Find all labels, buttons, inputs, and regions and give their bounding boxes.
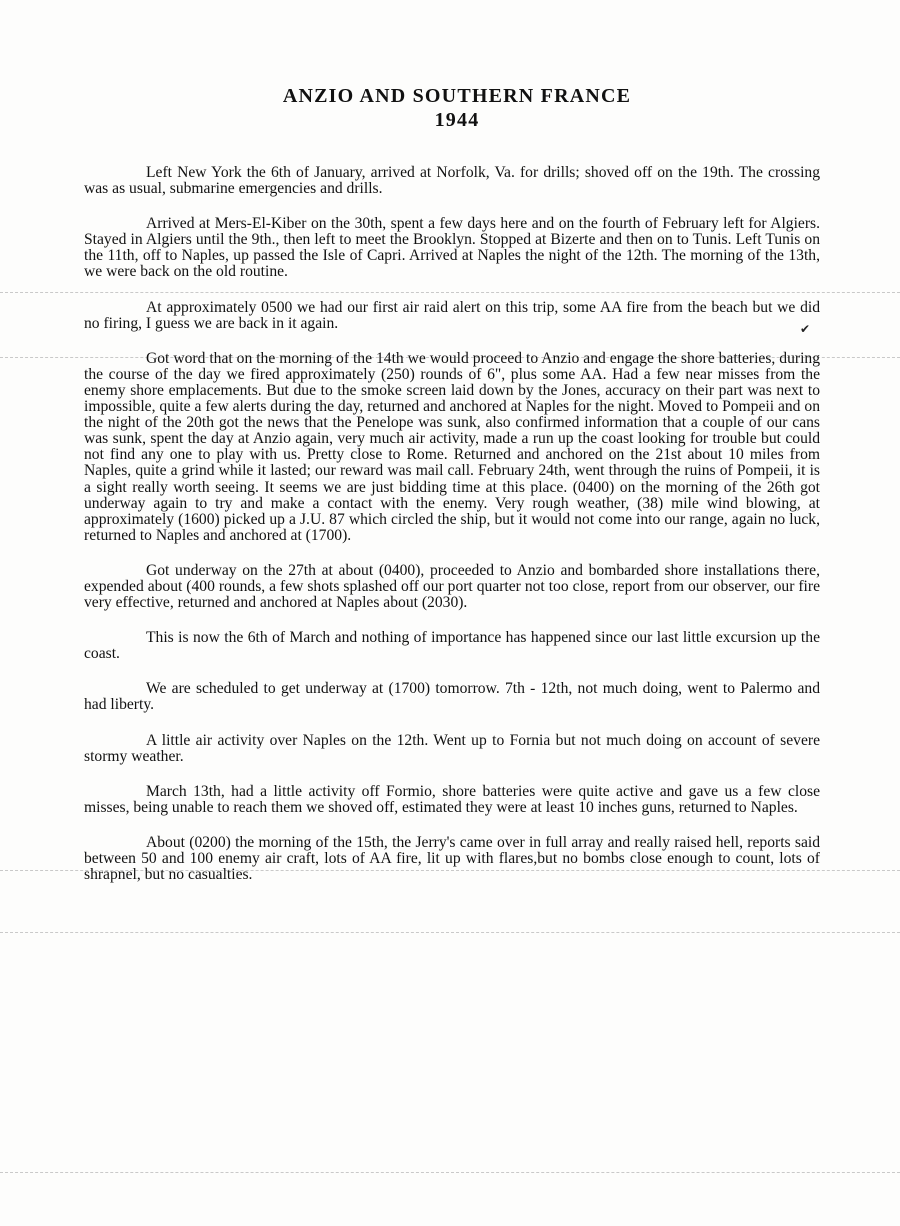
- document-body: [84, 165, 820, 902]
- paragraph: Left New York the 6th of January, arrived at Norfolk, Va. for drills; shoved off on the 19th. The crossing was as usual, submarine emergencies and drills.: [84, 164, 820, 198]
- paragraph: At approximately 0500 we had our first air raid alert on this trip, some AA fire from the beach but we did no firing, I guess we are back in it again.: [84, 298, 820, 332]
- paragraph: Got underway on the 27th at about (0400), proceeded to Anzio and bombarded shore installations there, expended about (400 rounds, a few shots splashed off our port quarter not too close, report from our observer, our fire very effective, returned and anchored at Naples about (2030).: [84, 561, 820, 612]
- document-title: ANZIO AND SOUTHERN FRANCE: [282, 85, 632, 107]
- document-year: 1944: [434, 109, 480, 131]
- paragraph: March 13th, had a little activity off Formio, shore batteries were quite active and gave us a few close misses, being unable to reach them we shoved off, estimated they were at least 10 inches guns, returned to Naples.: [84, 782, 820, 816]
- check-mark-icon: ✔: [800, 322, 811, 336]
- paragraph: A little air activity over Naples on the 12th. Went up to Fornia but not much doing on account of severe stormy weather.: [84, 731, 820, 765]
- paragraph: This is now the 6th of March and nothing of importance has happened since our last little excursion up the coast.: [84, 629, 820, 663]
- document-heading: [0, 84, 900, 132]
- faint-rule-line: [0, 932, 900, 933]
- paragraph: Arrived at Mers-El-Kiber on the 30th, spent a few days here and on the fourth of February left for Algiers. Stayed in Algiers until the 9th., then left to meet the Brooklyn. Stopped at Bizerte and then on to Tunis. Left Tunis on the 11th, off to Naples, up passed the Isle of Capri. Arrived at Naples the night of the 12th. The morning of the 13th, we were back on the old routine.: [84, 215, 820, 281]
- paragraph: We are scheduled to get underway at (1700) tomorrow. 7th - 12th, not much doing, went to Palermo and had liberty.: [84, 680, 820, 714]
- paragraph: Got word that on the morning of the 14th we would proceed to Anzio and engage the shore batteries, during the course of the day we fired approximately (250) rounds of 6", plus some AA. Had a few near misses from the enemy shore emplacements. But due to the smoke screen laid down by the Jones, accuracy on their part was next to impossible, quite a few alerts during the day, returned and anchored at Naples for the night. Moved to Pompeii and on the night of the 20th got the news that the Penelope was sunk, also confirmed information that a couple of our cans was sunk, spent the day at Anzio again, very much air activity, made a run up the coast looking for trouble but could not find any one to play with us. Pretty close to Rome. Returned and anchored on the 21st about 10 miles from Naples, quite a grind while it lasted; our reward was mail call. February 24th, went through the ruins of Pompeii, it is a sight really worth seeing. It seems we are just bidding time at this place. (0400) on the morning of the 26th got underway again to try and make a contact with the enemy. Very rough weather, (38) mile wind blowing, at approximately (1600) picked up a J.U. 87 which circled the ship, but it would not come into our range, again no luck, returned to Naples and anchored at (1700).: [84, 349, 820, 544]
- faint-rule-line: [0, 1172, 900, 1173]
- paragraph: About (0200) the morning of the 15th, the Jerry's came over in full array and really raised hell, reports said between 50 and 100 enemy air craft, lots of AA fire, lit up with flares,but no bombs close enough to count, lots of shrapnel, but no casualties.: [84, 833, 820, 884]
